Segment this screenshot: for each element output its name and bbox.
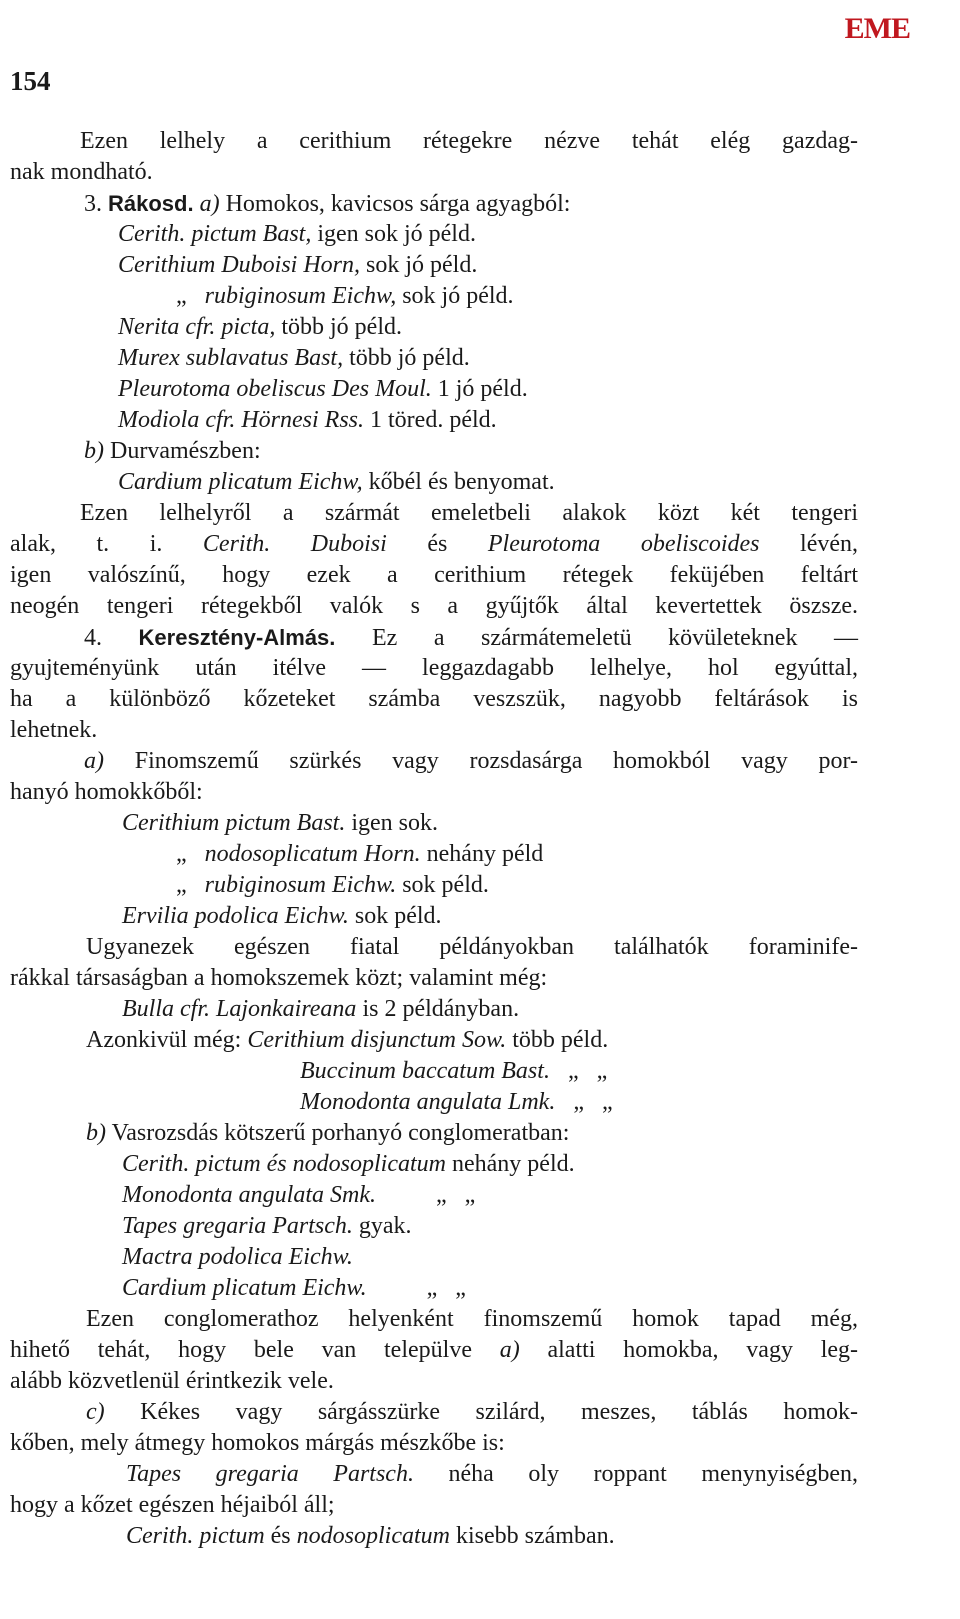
text-line-32 [10,1087,858,1118]
italic-text: Cerith. pictum [126,1523,265,1549]
italic-text: a) [499,1337,520,1363]
italic-text: Cardium plicatum Eichw, [118,469,363,495]
italic-text: Cardium plicatum Eichw. [122,1275,367,1301]
text-run: alább közvetlenül érintkezik vele. [10,1368,334,1394]
text-run: kisebb számban. [449,1523,615,1549]
text-line-18 [10,653,858,684]
text-line-8 [10,343,858,374]
italic-text: rubiginosum Eichw, [204,283,397,309]
text-line-45 [10,1490,858,1521]
italic-text: b) [84,438,104,464]
text-line-43 [10,1428,858,1459]
text-run: 1 jó péld. [431,376,528,402]
italic-text: nodosoplicatum Horn. [204,841,421,867]
text-run: nehány péld. [445,1151,575,1177]
text-run: sok jó péld. [396,283,514,309]
text-line-9 [10,374,858,405]
text-line-6 [10,281,858,312]
italic-text: a) [199,191,220,217]
text-run: Ezen lelhely a cerithium rétegekre nézve tehát elég gazdag- [80,128,858,154]
text-run: Azonkivül még: [86,1027,248,1053]
text-line-35 [10,1180,858,1211]
italic-text: Buccinum baccatum Bast. [300,1058,550,1084]
text-run: kőbél és benyomat. [362,469,555,495]
text-run: „ [176,283,205,309]
italic-text: Nerita cfr. picta, [118,314,276,340]
text-run: több péld. [506,1027,609,1053]
text-run: gyujteményünk után itélve — leggazdagabb lelhelye, hol egyúttal, [10,655,858,681]
text-line-38 [10,1273,858,1304]
text-line-17 [10,622,858,653]
text-run: neogén tengeri rétegekből valók s a gyűjtők által kevertettek öszsze. [10,593,858,619]
page-body [10,126,858,1552]
italic-text: b) [86,1120,106,1146]
text-line-3 [10,188,858,219]
text-run: hihető tehát, hogy bele van települve [10,1337,500,1363]
text-line-23 [10,808,858,839]
text-line-14 [10,529,858,560]
text-run: „ [176,872,205,898]
text-run: több jó péld. [275,314,402,340]
text-run: 4. [84,625,139,651]
text-run: igen valószínű, hogy ezek a cerithium rétegek feküjében feltárt [10,562,858,588]
text-run: néha oly roppant menynyiségben, [413,1461,859,1487]
text-line-13 [10,498,858,529]
text-run: sok jó péld. [360,252,478,278]
italic-text: Tapes gregaria Partsch. [126,1461,414,1487]
text-line-15 [10,560,858,591]
italic-text: Mactra podolica Eichw. [122,1244,353,1270]
text-line-5 [10,250,858,281]
italic-text: Monodonta angulata Smk. [122,1182,376,1208]
italic-text: Cerithium Duboisi Horn, [118,252,361,278]
locality-heading: Rákosd. [108,191,194,216]
italic-text: Cerith. pictum és nodosoplicatum [122,1151,446,1177]
text-line-36 [10,1211,858,1242]
text-run: „ [176,841,205,867]
text-line-25 [10,870,858,901]
text-line-34 [10,1149,858,1180]
text-run: Ezen conglomerathoz helyenként finomszemű homok tapad még, [86,1306,858,1332]
text-run: igen sok jó péld. [311,221,476,247]
text-line-31 [10,1056,858,1087]
text-run: lévén, [759,531,858,557]
text-run: alak, t. i. [10,531,203,557]
italic-text: Pleurotoma obeliscus Des Moul. [118,376,432,402]
text-run: lehetnek. [10,717,98,743]
italic-text: Cerith. Duboisi [202,531,387,557]
text-run: igen sok. [345,810,438,836]
text-run: is 2 példányban. [356,996,520,1022]
text-run: kőben, mely átmegy homokos márgás mészkőbe is: [10,1430,505,1456]
text-run: „ „ [375,1182,476,1208]
italic-text: Tapes gregaria Partsch. [122,1213,353,1239]
text-run: nehány péld [420,841,544,867]
text-run: sok péld. [348,903,442,929]
italic-text: Modiola cfr. Hörnesi Rss. [118,407,364,433]
text-run: 3. [84,191,108,217]
text-run: sok péld. [396,872,489,898]
text-run: Ez a szármátemeletü kövületeknek — [335,625,858,651]
italic-text: Bulla cfr. Lajonkaireana [122,996,357,1022]
text-line-22 [10,777,858,808]
text-line-42 [10,1397,858,1428]
italic-text: Cerithium pictum Bast. [122,810,346,836]
text-line-12 [10,467,858,498]
text-run: rákkal társaságban a homokszemek közt; valamint még: [10,965,548,991]
text-line-4 [10,219,858,250]
text-line-21 [10,746,858,777]
text-line-20 [10,715,858,746]
italic-text: Murex sublavatus Bast, [118,345,344,371]
text-line-39 [10,1304,858,1335]
text-run: és [264,1523,297,1549]
text-line-19 [10,684,858,715]
text-run: Vasrozsdás kötszerű porhanyó conglomeratban: [106,1120,570,1146]
text-run: Ugyanezek egészen fiatal példányokban találhatók foraminife- [86,934,858,960]
italic-text: Cerithium disjunctum Sow. [247,1027,507,1053]
text-line-28 [10,963,858,994]
text-run: „ „ [549,1058,608,1084]
text-run: Durvamészben: [104,438,261,464]
text-line-33 [10,1118,858,1149]
text-run: hogy a kőzet egészen héjaiból áll; [10,1492,335,1518]
text-run: 1 töred. péld. [364,407,497,433]
text-run: Kékes vagy sárgásszürke szilárd, meszes, táblás homok- [104,1399,858,1425]
publisher-logo: EME [844,12,910,45]
text-line-29 [10,994,858,1025]
italic-text: rubiginosum Eichw. [204,872,397,898]
text-line-41 [10,1366,858,1397]
italic-text: a) [84,748,104,774]
italic-text: Pleurotoma obeliscoides [487,531,760,557]
text-run: hanyó homokkőből: [10,779,203,805]
text-line-2 [10,157,858,188]
italic-text: c) [86,1399,105,1425]
text-run: Finomszemű szürkés vagy rozsdasárga homokból vagy por- [104,748,858,774]
text-line-10 [10,405,858,436]
italic-text: nodosoplicatum [296,1523,450,1549]
text-run: Ezen lelhelyről a szármát emeletbeli alakok közt két tengeri [80,500,858,526]
italic-text: Cerith. pictum Bast, [118,221,312,247]
text-run: több jó péld. [343,345,470,371]
page-number: 154 [10,66,51,96]
text-run: alatti homokba, vagy leg- [519,1337,859,1363]
text-run: „ „ [366,1275,466,1301]
text-line-11 [10,436,858,467]
italic-text: Ervilia podolica Eichw. [122,903,349,929]
text-line-30 [10,1025,858,1056]
text-line-40 [10,1335,858,1366]
text-line-16 [10,591,858,622]
text-line-46 [10,1521,858,1552]
text-run: gyak. [352,1213,412,1239]
italic-text: Monodonta angulata Lmk. [300,1089,556,1115]
locality-heading: Keresztény-Almás. [138,625,336,650]
text-line-26 [10,901,858,932]
text-line-44 [10,1459,858,1490]
text-line-1 [10,126,858,157]
text-run: nak mondható. [10,159,153,185]
text-line-37 [10,1242,858,1273]
text-line-24 [10,839,858,870]
text-run: Homokos, kavicsos sárga agyagból: [219,191,571,217]
text-line-27 [10,932,858,963]
text-run: „ „ [555,1089,613,1115]
text-run: és [386,531,488,557]
text-line-7 [10,312,858,343]
text-run: ha a különböző kőzeteket számba veszszük, nagyobb feltárások is [10,686,858,712]
